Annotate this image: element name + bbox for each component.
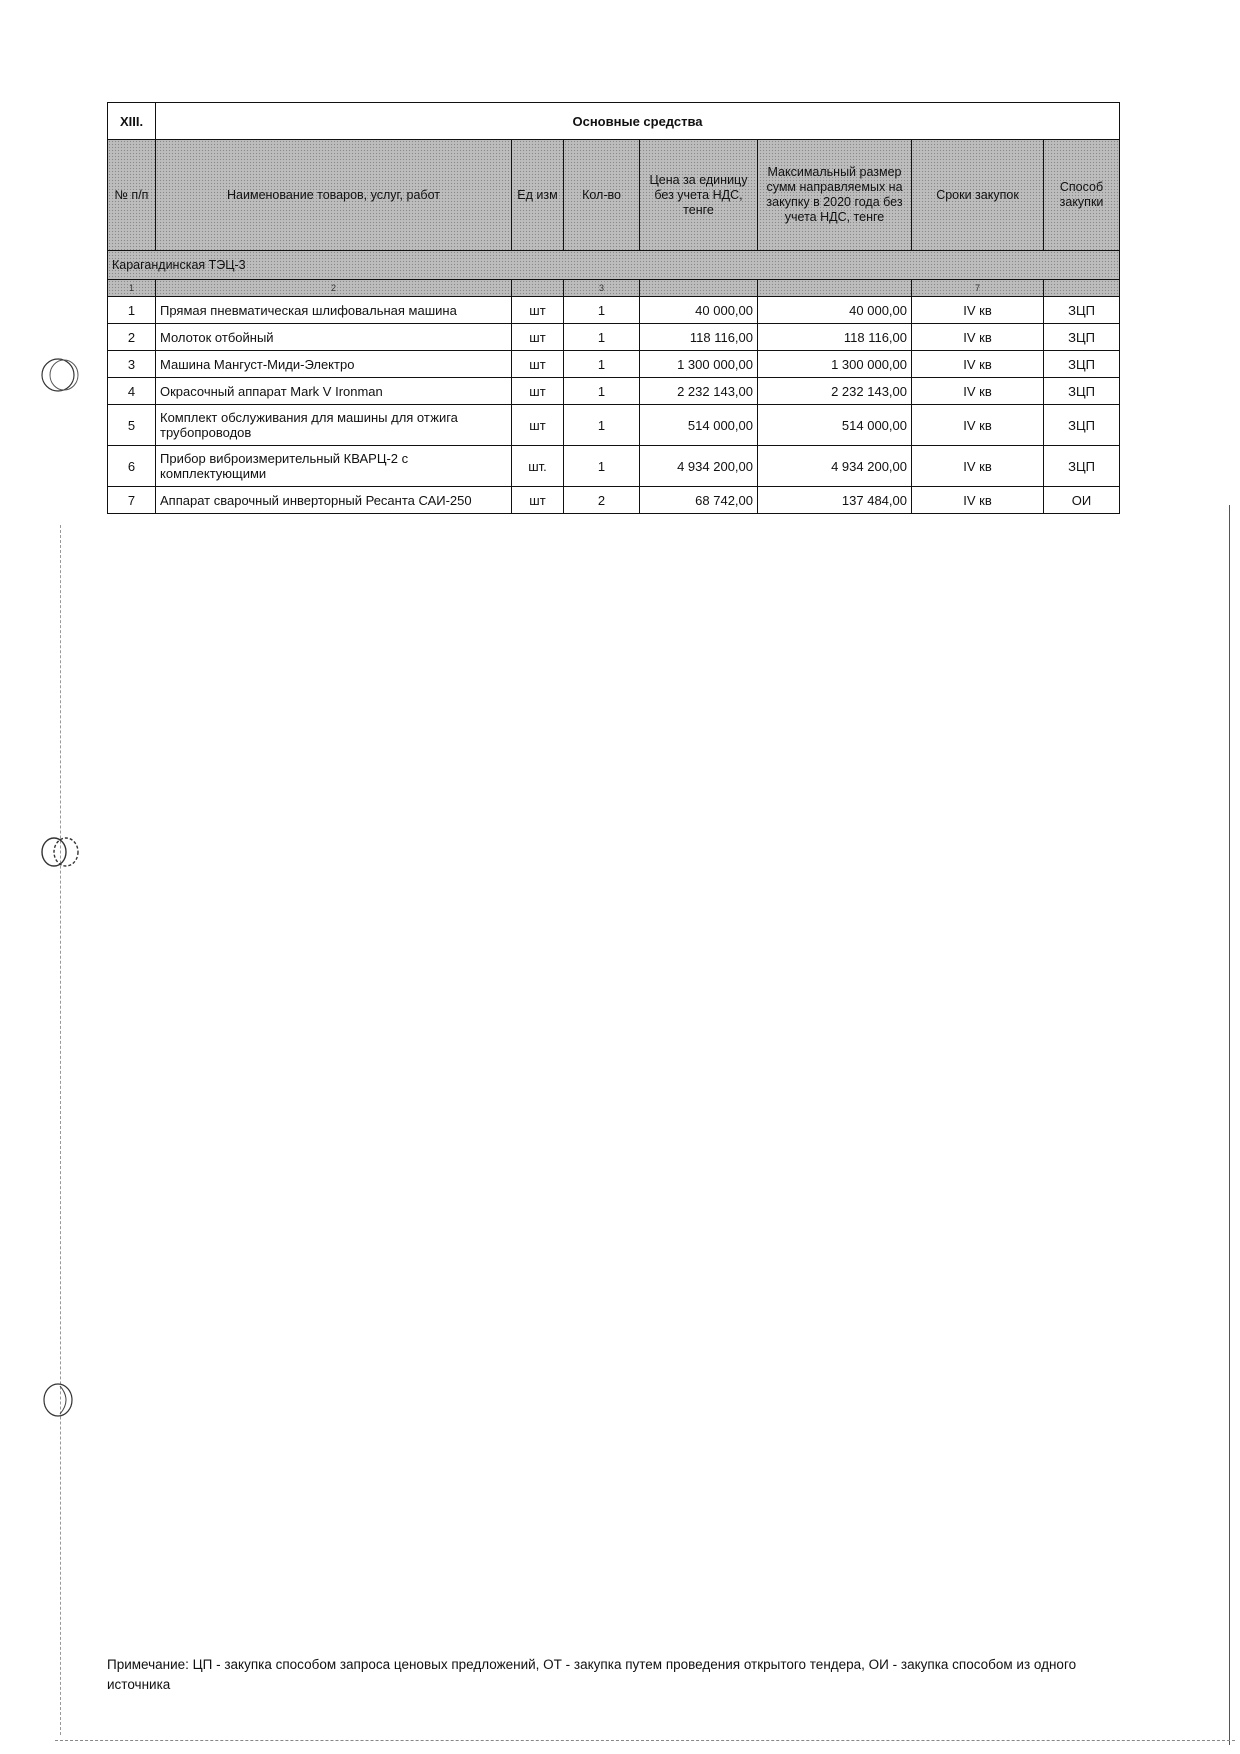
item-qty: 1 [564,324,640,351]
item-price: 118 116,00 [640,324,758,351]
item-method: ЗЦП [1044,405,1120,446]
item-method: ЗЦП [1044,297,1120,324]
column-number: 7 [912,280,1044,297]
item-sum: 1 300 000,00 [758,351,912,378]
item-price: 514 000,00 [640,405,758,446]
table-row [108,487,1120,514]
item-period: IV кв [912,351,1044,378]
row-number: 1 [108,297,156,324]
item-qty: 1 [564,297,640,324]
organization-row [108,251,1120,280]
column-number-row [108,280,1120,297]
item-qty: 1 [564,378,640,405]
row-number: 2 [108,324,156,351]
item-method: ЗЦП [1044,351,1120,378]
hole-punch-mark [38,832,84,872]
item-period: IV кв [912,378,1044,405]
column-number [758,280,912,297]
row-number: 7 [108,487,156,514]
row-number: 3 [108,351,156,378]
item-method: ОИ [1044,487,1120,514]
table-row [108,324,1120,351]
col-header-period: Сроки закупок [912,140,1044,251]
item-period: IV кв [912,446,1044,487]
item-name: Машина Мангуст-Миди-Электро [156,351,512,378]
item-unit: шт [512,405,564,446]
column-number: 3 [564,280,640,297]
col-header-price: Цена за единицу без учета НДС, тенге [640,140,758,251]
organization-name: Карагандинская ТЭЦ-3 [108,251,1120,280]
row-number: 4 [108,378,156,405]
scan-edge-bottom [55,1740,1235,1742]
col-header-qty: Кол-во [564,140,640,251]
table-row [108,351,1120,378]
table-row [108,405,1120,446]
column-number: 2 [156,280,512,297]
item-sum: 4 934 200,00 [758,446,912,487]
col-header-name: Наименование товаров, услуг, работ [156,140,512,251]
hole-punch-mark [38,1380,84,1420]
section-header-row [108,103,1120,140]
column-number [512,280,564,297]
item-period: IV кв [912,324,1044,351]
footnote: Примечание: ЦП - закупка способом запроса ценовых предложений, ОТ - закупка путем проведения открытого тендера, ОИ - закупка способом из одного источника [107,1657,1077,1692]
item-name: Аппарат сварочный инверторный Ресанта САИ-250 [156,487,512,514]
scan-edge-right [1229,505,1231,1745]
item-name: Прямая пневматическая шлифовальная машина [156,297,512,324]
item-sum: 40 000,00 [758,297,912,324]
item-qty: 1 [564,351,640,378]
item-price: 68 742,00 [640,487,758,514]
item-sum: 514 000,00 [758,405,912,446]
column-number [640,280,758,297]
item-sum: 2 232 143,00 [758,378,912,405]
item-unit: шт [512,324,564,351]
item-sum: 137 484,00 [758,487,912,514]
column-number [1044,280,1120,297]
item-price: 4 934 200,00 [640,446,758,487]
col-header-unit: Ед изм [512,140,564,251]
item-unit: шт [512,297,564,324]
item-qty: 2 [564,487,640,514]
section-number: XIII. [108,103,156,140]
table-row [108,446,1120,487]
item-unit: шт [512,351,564,378]
column-header-row [108,140,1120,251]
column-number: 1 [108,280,156,297]
item-period: IV кв [912,487,1044,514]
col-header-max-sum: Максимальный размер сумм направляемых на закупку в 2020 года без учета НДС, тенге [758,140,912,251]
item-method: ЗЦП [1044,324,1120,351]
item-qty: 1 [564,446,640,487]
section-title: Основные средства [156,103,1120,140]
item-unit: шт [512,378,564,405]
item-unit: шт [512,487,564,514]
item-period: IV кв [912,297,1044,324]
item-price: 2 232 143,00 [640,378,758,405]
item-price: 40 000,00 [640,297,758,324]
item-sum: 118 116,00 [758,324,912,351]
item-period: IV кв [912,405,1044,446]
row-number: 6 [108,446,156,487]
table-row [108,297,1120,324]
row-number: 5 [108,405,156,446]
scan-edge-left [60,525,62,1735]
hole-punch-mark [38,355,84,395]
item-method: ЗЦП [1044,446,1120,487]
item-qty: 1 [564,405,640,446]
item-name: Прибор виброизмерительный КВАРЦ-2 с комплектующими [156,446,512,487]
item-name: Окрасочный аппарат Mark V Ironman [156,378,512,405]
item-name: Комплект обслуживания для машины для отжига трубопроводов [156,405,512,446]
item-name: Молоток отбойный [156,324,512,351]
item-unit: шт. [512,446,564,487]
col-header-method: Способ закупки [1044,140,1120,251]
item-method: ЗЦП [1044,378,1120,405]
table-row [108,378,1120,405]
procurement-table [107,102,1120,514]
item-price: 1 300 000,00 [640,351,758,378]
col-header-number: № п/п [108,140,156,251]
